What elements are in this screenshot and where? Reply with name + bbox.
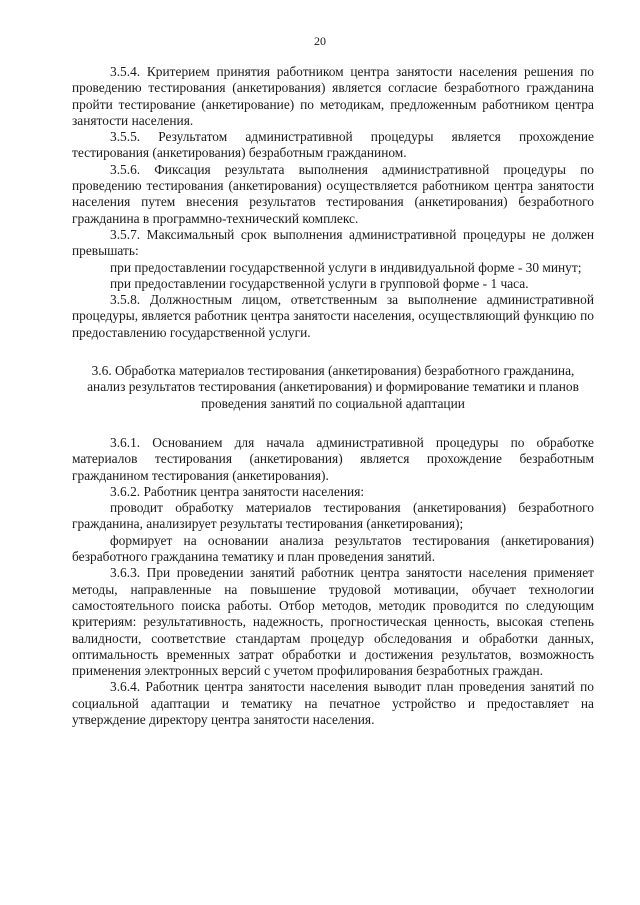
paragraph-3-5-4: 3.5.4. Критерием принятия работником центра занятости населения решения по проведению тестирования (анкетирования) является согласие безработного гражданина пройти тестирование (анкетирование) по методикам, предложенным работником центра занятости населения. xyxy=(72,64,594,128)
section-heading-3-6: 3.6. Обработка материалов тестирования (анкетирования) безработного гражданина, анализ результатов тестирования (анкетирования) и формирование тематики и планов проведения занятий по социальной адаптации xyxy=(87,363,579,411)
document-body xyxy=(72,64,594,728)
paragraph-3-6-4: 3.6.4. Работник центра занятости населения выводит план проведения занятий по социальной адаптации и тематику на печатное устройство и предоставляет на утверждение директору центра занятости населения. xyxy=(72,679,594,727)
paragraph-3-5-7-individual: при предоставлении государственной услуги в индивидуальной форме - 30 минут; xyxy=(110,259,582,275)
paragraph-3-6-1: 3.6.1. Основанием для начала административной процедуры по обработке материалов тестирования (анкетирования) является прохождение безработным гражданином тестирования (анкетирования). xyxy=(72,434,594,483)
paragraph-3-5-7-group: при предоставлении государственной услуги в групповой форме - 1 часа. xyxy=(110,275,529,291)
paragraph-3-5-6: 3.5.6. Фиксация результата выполнения административной процедуры по проведению тестирования (анкетирования) осуществляется работником центра занятости населения путем внесения результатов тестирования (анкетирования) безработного гражданина в программно-технический комплекс. xyxy=(72,161,594,226)
page-number: 20 xyxy=(314,34,326,48)
paragraph-3-5-7: 3.5.7. Максимальный срок выполнения административной процедуры не должен превышать: xyxy=(72,226,594,259)
paragraph-3-6-2-form: формирует на основании анализа результатов тестирования (анкетирования) безработного гражданина тематику и план проведения занятий. xyxy=(72,532,594,565)
paragraph-3-5-8: 3.5.8. Должностным лицом, ответственным за выполнение административной процедуры, является работник центра занятости населения, осуществляющий функцию по предоставлению государственной услуги. xyxy=(72,292,594,340)
paragraph-3-6-2-process: проводит обработку материалов тестирования (анкетирования) безработного гражданина, анализирует результаты тестирования (анкетирования); xyxy=(72,500,594,532)
paragraph-3-5-5: 3.5.5. Результатом административной процедуры является прохождение тестирования (анкетирования) безработным гражданином. xyxy=(72,129,594,161)
paragraph-3-6-2: 3.6.2. Работник центра занятости населения: xyxy=(110,483,365,499)
paragraph-3-6-3: 3.6.3. При проведении занятий работник центра занятости населения применяет методы, направленные на повышение трудовой мотивации, обучает технологии самостоятельного поиска работы. Отбор методов, методик проводится по следующим критериям: результативность, надежность, прогностическая ценность, высокая степень валидности, соответствие стандартам процедур обследования и обработки данных, оптимальность временных затрат обработки и достижения результатов, возможность применения электронных версий с учетом профилирования безработных граждан. xyxy=(72,565,594,679)
